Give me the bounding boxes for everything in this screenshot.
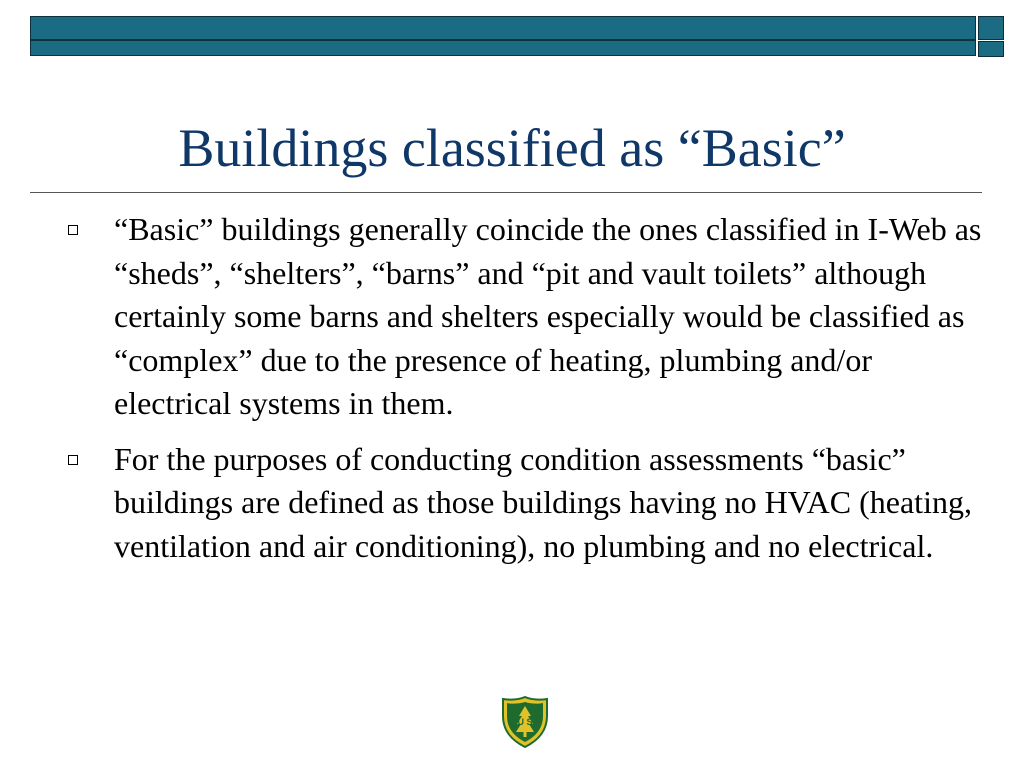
header-bar: [30, 16, 976, 56]
header-bar-stripe: [31, 39, 975, 41]
hollow-square-icon: [68, 455, 78, 465]
hollow-square-icon: [68, 225, 78, 235]
logo-text: U S: [517, 717, 533, 727]
bullet-list: [62, 208, 992, 580]
header-square-top: [978, 16, 1004, 40]
bullet-text: “Basic” buildings generally coincide the ones classified in I-Web as “sheds”, “shelters”, “barns” and “pit and vault toilets” although certainly some barns and shelters especially would be classified as “complex” due to the presence of heating, plumbing and/or electrical systems in them.: [114, 211, 982, 421]
header-square-bottom: [978, 41, 1004, 57]
title-divider: [30, 192, 982, 193]
bullet-item: [62, 208, 992, 426]
bullet-item: [62, 438, 992, 569]
bullet-text: For the purposes of conducting condition assessments “basic” buildings are defined as those buildings having no HVAC (heating, ventilation and air conditioning), no plumbing and no electrical.: [114, 440, 972, 564]
forest-service-shield-icon: [500, 696, 550, 748]
slide-title: Buildings classified as “Basic”: [178, 118, 846, 178]
